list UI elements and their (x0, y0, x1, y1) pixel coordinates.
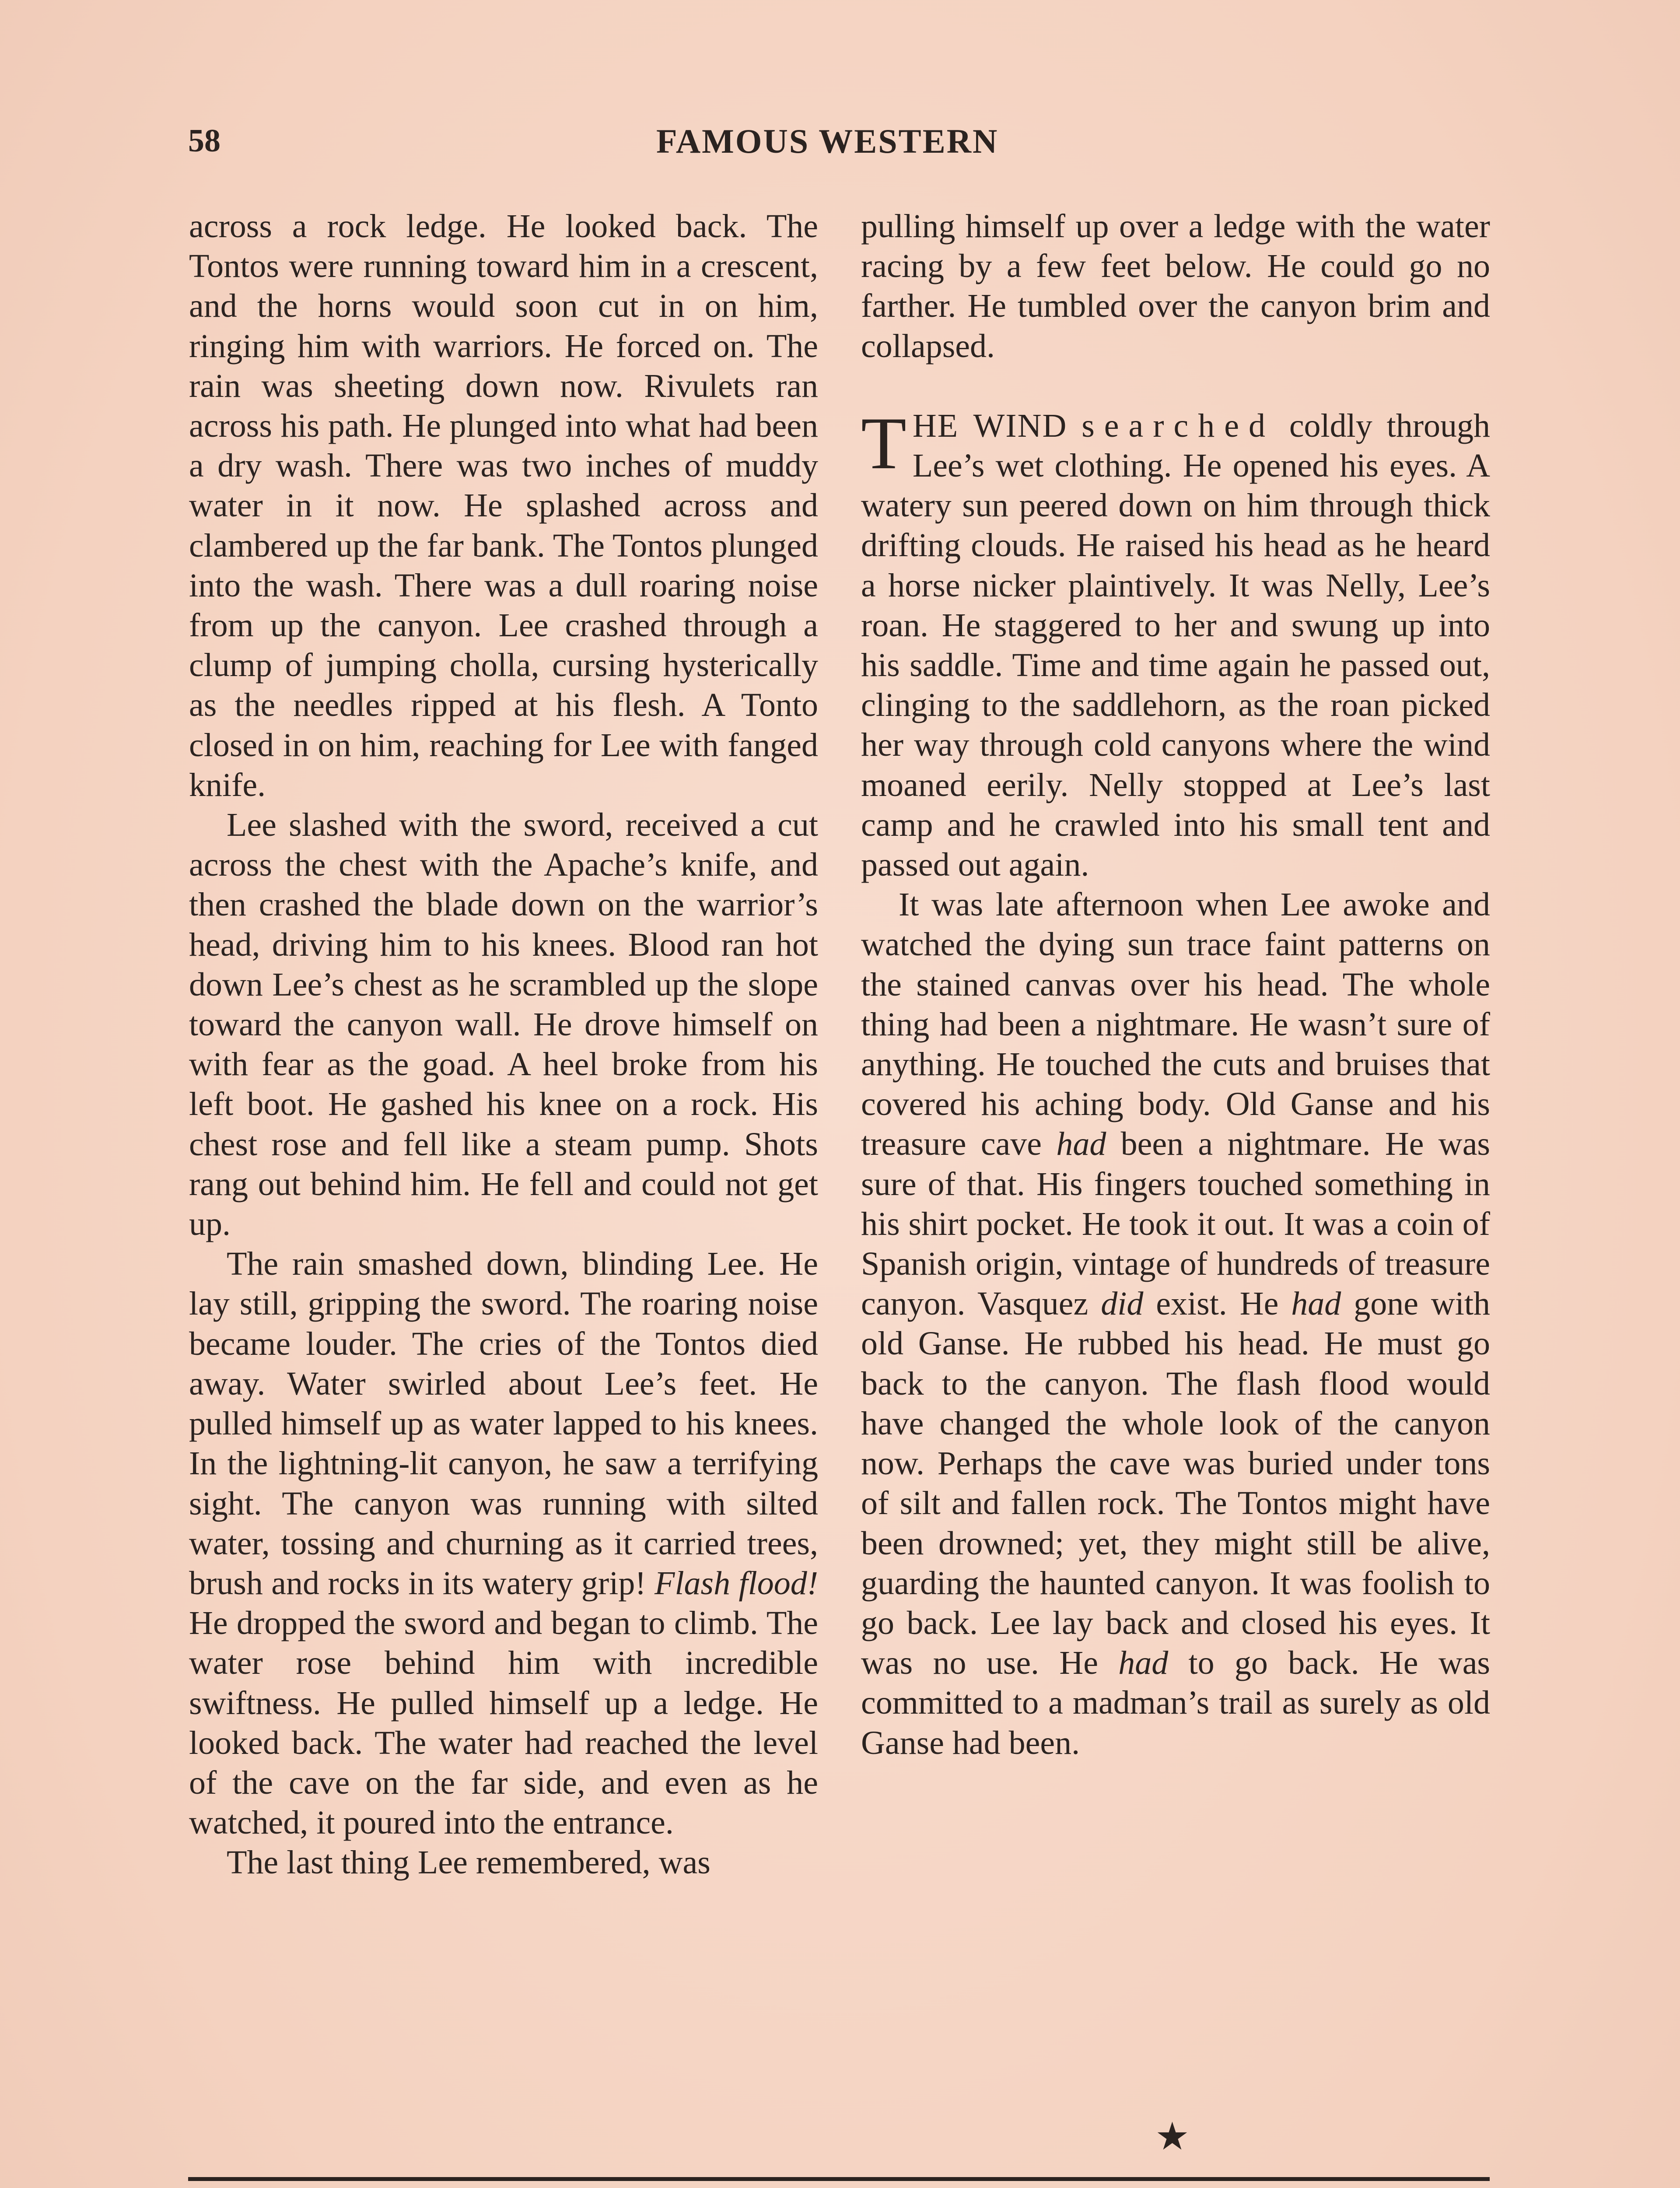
paragraph: The last thing Lee remembered, was (227, 1844, 710, 1881)
paragraph-text: to go back. He was committed to a madman’s trail as surely as old Ganse had been. (861, 1645, 1491, 1761)
paragraph-text: coldly through Lee’s wet clothing. He opened his eyes. A watery sun peered down on him through thick drifting clouds. He raised his head as he heard a horse nicker plaintively. It was Nelly, Lee’s roan. He staggered to her and swung up into his saddle. Time and time again he passed out, clinging to the saddlehorn, as the roan picked her way through cold canyons where the wind moaned eerily. Nelly stopped at Lee’s last camp and he crawled into his small tent and passed out again. (861, 407, 1490, 884)
paragraph-text: exist. He (1156, 1285, 1279, 1322)
italic-text: did (1101, 1285, 1144, 1322)
lead-in-spaced: searched (1082, 407, 1275, 444)
paragraph: across a rock ledge. He looked back. The Tontos were running toward him in a crescent, and the horns would soon cut in on him, ringing him with warriors. He forced on. The rain was sheeting down now. Rivulets ran across his path. He plunged into what had been a dry wash. There was two inches of muddy water in it now. He splashed across and clambered up the far bank. The Tontos plunged into the wash. There was a dull roaring noise from up the canyon. Lee crashed through a clump of jumping cholla, cursing hysterically as the needles ripped at his flesh. A Tonto closed in on him, reaching for Lee with fanged knife. (189, 208, 818, 803)
page-number: 58 (188, 123, 220, 159)
paragraph (861, 402, 1490, 885)
section-break (861, 366, 1490, 406)
italic-text: had (1118, 1645, 1169, 1682)
italic-text: had (1291, 1285, 1341, 1322)
left-column (189, 207, 818, 1883)
paragraph-text: gone with old Ganse. He rubbed his head. He must go back to the canyon. The flash flood would have changed the whole look of the canyon now. Perhaps the cave was buried under tons of silt and fallen rock. The Tontos might have been drowned; yet, they might still be alive, guarding the haunted canyon. It was foolish to go back. Lee lay back and closed his eyes. It was no use. He (861, 1285, 1491, 1682)
paragraph (861, 885, 1490, 1763)
italic-text: had (1056, 1126, 1106, 1163)
paragraph (189, 1244, 818, 1843)
paragraph-text: The rain smashed down, blinding Lee. He lay still, gripping the sword. The roaring noise became louder. The cries of the Tontos died away. Water swirled about Lee’s feet. He pulled himself up as water lapped to his knees. In the lightning-lit canyon, he saw a terrifying sight. The canyon was running with silted water, tossing and churning as it carried trees, brush and rocks in its watery grip! (189, 1245, 818, 1602)
lead-in-caps: HE WIND (912, 407, 1068, 444)
right-column (861, 207, 1490, 1763)
footer-divider (188, 2177, 1490, 2181)
end-mark-star-icon: ★ (1155, 2114, 1190, 2159)
paragraph: pulling himself up over a ledge with the water racing by a few feet below. He could go no farther. He tumbled over the canyon brim and collapsed. (861, 208, 1490, 365)
paragraph: Lee slashed with the sword, received a cut across the chest with the Apache’s knife, and then crashed the blade down on the warrior’s head, driving him to his knees. Blood ran hot down Lee’s chest as he scrambled up the slope toward the canyon wall. He drove himself on with fear as the goad. A heel broke from his left boot. He gashed his knee on a rock. His chest rose and fell like a steam pump. Shots rang out behind him. He fell and could not get up. (189, 806, 818, 1243)
running-head: FAMOUS WESTERN (656, 122, 999, 160)
italic-text: Flash flood! (654, 1564, 819, 1602)
drop-cap: T (861, 402, 906, 484)
paragraph-text: It was late afternoon when Lee awoke and watched the dying sun trace faint patterns on the stained canvas over his head. The whole thing had been a nightmare. He wasn’t sure of anything. He touched the cuts and bruises that covered his aching body. Old Ganse and his treasure cave (861, 886, 1490, 1163)
paragraph-text: He dropped the sword and began to climb. The water rose behind him with incredible swiftness. He pulled himself up a ledge. He looked back. The water had reached the level of the cave on the far side, and even as he watched, it poured into the entrance. (189, 1605, 818, 1841)
paragraph-text: been a nightmare. He was sure of that. His fingers touched something in his shirt pocket. He took it out. It was a coin of Spanish origin, vintage of hundreds of treasure canyon. Vasquez (861, 1126, 1490, 1322)
